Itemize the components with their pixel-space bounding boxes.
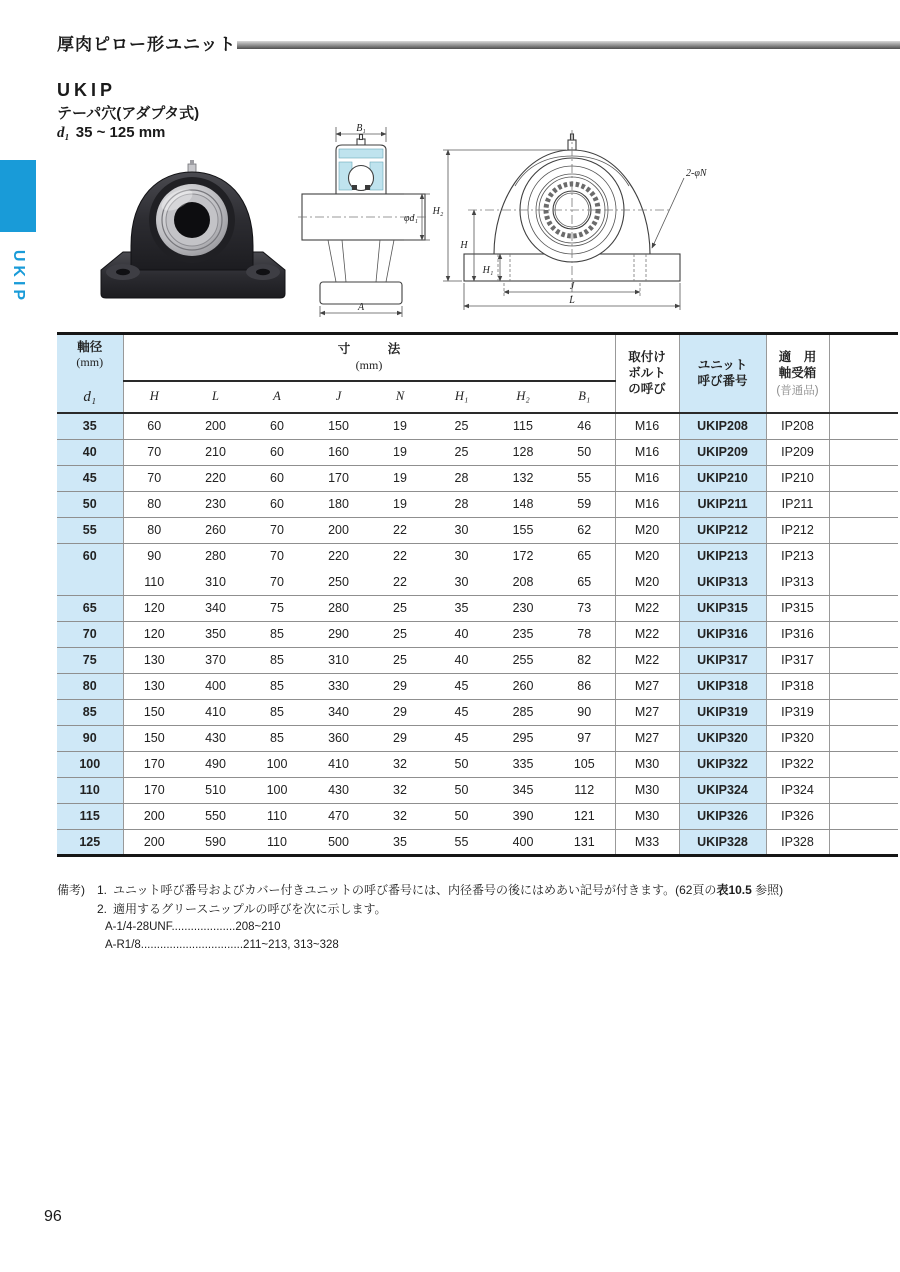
cell-shaft-dia: 90 [57,725,123,751]
cell-dim-B₁: 105 [554,751,615,777]
cell-dim-B₁: 78 [554,621,615,647]
side-section-drawing [296,122,431,320]
cell-dim-B₁: 73 [554,595,615,621]
cell-empty [829,829,898,855]
cell-shaft-dia: 80 [57,673,123,699]
table-row [57,699,898,725]
cell-housing: IP211 [766,491,829,517]
cell-dim-L: 490 [185,751,246,777]
cell-dim-N: 32 [369,803,431,829]
cell-dim-H: 70 [123,465,185,491]
cell-dim-N: 29 [369,699,431,725]
cell-dim-L: 350 [185,621,246,647]
table-row [57,595,898,621]
cell-empty [829,465,898,491]
table-row [57,569,898,595]
cell-shaft-dia: 35 [57,413,123,439]
cell-dim-H: 170 [123,751,185,777]
cell-dim-H₁: 45 [431,725,492,751]
cell-dim-J: 280 [308,595,369,621]
cell-unit-number: UKIP209 [679,439,766,465]
bore-range [57,124,165,142]
cell-dim-H: 130 [123,673,185,699]
cell-dim-H₂: 115 [492,413,554,439]
cell-dim-L: 210 [185,439,246,465]
front-view-drawing [430,126,730,318]
cell-unit-number: UKIP316 [679,621,766,647]
cell-bolt: M20 [615,569,679,595]
dim-letter-0: H [123,381,185,413]
cell-dim-J: 340 [308,699,369,725]
cell-shaft-dia: 65 [57,595,123,621]
cell-dim-B₁: 50 [554,439,615,465]
cell-unit-number: UKIP213 [679,543,766,569]
cell-housing: IP212 [766,517,829,543]
cell-unit-number: UKIP313 [679,569,766,595]
cell-shaft-dia: 55 [57,517,123,543]
cell-unit-number: UKIP212 [679,517,766,543]
note1-text: ユニット呼び番号およびカバー付きユニットの呼び番号には、内径番号の後にはめあい記号が付きます。(62頁の表10.5 参照) [113,883,784,897]
cell-empty [829,777,898,803]
cell-dim-L: 280 [205,549,226,564]
dim-letter-3: J [308,381,369,413]
cell-bolt: M22 [615,595,679,621]
cell-dim-B₁: 65 [577,549,592,564]
cell-dim-A: 70 [246,569,308,595]
cell-dim-B₁: 65 [554,569,615,595]
cell-bolt: M16 [615,491,679,517]
cell-dim-H: 150 [123,699,185,725]
cell-dim-A: 85 [246,621,308,647]
cell-dim-J: 500 [308,829,369,855]
dim-letter-1: L [185,381,246,413]
bore-symbol: d₁ [57,125,70,141]
cell-dim-J: 170 [308,465,369,491]
cell-shaft-dia: 125 [57,829,123,855]
cell-housing: IP209 [766,439,829,465]
cell-dim-H: 80 [123,491,185,517]
cell-empty [829,673,898,699]
cell-unit-number: UKIP210 [679,465,766,491]
cell-bolt: M30 [615,751,679,777]
cell-dim-H₁: 40 [431,621,492,647]
cell-dim-H₂: 230 [492,595,554,621]
cell-dim-H₂: 335 [492,751,554,777]
cell-dim-A: 85 [246,647,308,673]
cell-dim-H: 130 [123,647,185,673]
cell-unit-number: UKIP328 [679,829,766,855]
cell-housing: IP326 [766,803,829,829]
cell-dim-B₁: 82 [554,647,615,673]
bore-range-value: 35 ~ 125 mm [75,124,166,141]
cell-dim-B₁: 131 [554,829,615,855]
cell-dim-L: 590 [185,829,246,855]
cell-dim-H: 110 [123,569,185,595]
cell-dim-N: 22 [369,517,431,543]
cell-dim-H: 80 [123,517,185,543]
cell-dim-H: 170 [123,777,185,803]
cell-dim-H: 200 [123,829,185,855]
cell-unit-number: UKIP318 [679,673,766,699]
dim-h2-label: H₂ [432,206,444,217]
cell-empty [829,803,898,829]
cell-dim-H₁: 28 [431,491,492,517]
cell-dim-H₂: 132 [492,465,554,491]
cell-housing: IP313 [766,569,829,595]
cell-bolt: M27 [615,673,679,699]
cell-empty [829,543,898,569]
cell-shaft-dia: 60 [57,543,123,595]
cell-dim-L: 200 [185,413,246,439]
dim-letter-4: N [369,381,431,413]
cell-dim-B₁: 121 [554,803,615,829]
dim-letter-7: B₁ [554,381,615,413]
dim-h-label: H [460,240,468,251]
cell-shaft-dia: 45 [57,465,123,491]
series-name: UKIP [57,80,117,100]
table-row [57,517,898,543]
product-photo [95,158,290,312]
cell-dim-L: 550 [185,803,246,829]
cell-unit-number: UKIP326 [679,803,766,829]
cell-empty [829,621,898,647]
cell-dim-A: 60 [246,491,308,517]
cell-dim-A: 110 [246,803,308,829]
page-title: 厚肉ピロー形ユニット [57,35,237,54]
dim-h1-label: H₁ [482,265,494,276]
cell-dim-N: 19 [369,491,431,517]
cell-dim-H: 70 [123,439,185,465]
cell-housing: IP318 [766,673,829,699]
col-header-bolt: 取付け ボルト の呼び [615,334,679,414]
cell-bolt: M27 [615,725,679,751]
table-row [57,777,898,803]
cell-unit-number: UKIP322 [679,751,766,777]
cell-dim-L: 430 [185,725,246,751]
cell-housing: IP322 [766,751,829,777]
cell-unit-number: UKIP319 [679,699,766,725]
cell-shaft-dia: 50 [57,491,123,517]
cell-housing: IP320 [766,725,829,751]
cell-bolt: M22 [615,621,679,647]
cell-shaft-dia: 70 [57,621,123,647]
note1-number: 1. [97,883,108,897]
cell-dim-H₂: 208 [492,569,554,595]
table-row [57,465,898,491]
cell-housing: IP317 [766,647,829,673]
cell-dim-H: 90 [147,549,162,564]
title-rule-bar [237,41,900,49]
cell-dim-H: 200 [123,803,185,829]
cell-dim-L: 400 [185,673,246,699]
cell-dim-L: 230 [185,491,246,517]
cell-dim-N: 19 [369,413,431,439]
cell-dim-H₁: 40 [431,647,492,673]
cell-shaft-dia: 110 [57,777,123,803]
cell-dim-H: 150 [123,725,185,751]
dim-n-label: 2-φN [686,168,707,179]
cell-dim-N: 32 [369,777,431,803]
cell-dim-J: 470 [308,803,369,829]
cell-dim-N: 32 [369,751,431,777]
cell-dim-B₁: 97 [554,725,615,751]
cell-dim-A: 85 [246,673,308,699]
cell-dim-B₁: 55 [554,465,615,491]
cell-dim-B₁: 59 [554,491,615,517]
cell-dim-H₁: 50 [431,777,492,803]
cell-housing: IP324 [766,777,829,803]
dim-letter-5: H₁ [431,381,492,413]
cell-bolt: M30 [615,803,679,829]
table-row [57,491,898,517]
cell-dim-B₁: 90 [554,699,615,725]
cell-shaft-dia: 85 [57,699,123,725]
cell-unit-number: UKIP320 [679,725,766,751]
cell-dim-H₁: 50 [431,803,492,829]
cell-unit-number: UKIP317 [679,647,766,673]
cell-bolt: M33 [615,829,679,855]
cell-dim-H₁: 55 [431,829,492,855]
table-row [57,439,898,465]
cell-dim-A: 75 [246,595,308,621]
cell-empty [829,647,898,673]
dim-d1-label: φd₁ [403,213,418,224]
cell-dim-N: 29 [369,673,431,699]
grease-nipple-2: A-R1/8................................211~213, 313~328 [105,939,339,951]
cell-dim-A: 60 [246,465,308,491]
cell-dim-J: 220 [328,549,349,564]
cell-dim-H₂: 295 [492,725,554,751]
cell-empty [829,491,898,517]
cell-dim-A: 100 [246,751,308,777]
cell-housing: IP213 [766,543,829,569]
cell-bolt: M20 [615,517,679,543]
cell-dim-J: 250 [308,569,369,595]
cell-dim-N: 25 [369,621,431,647]
cell-housing: IP319 [766,699,829,725]
cell-empty [829,595,898,621]
cell-empty [829,517,898,543]
cell-dim-H: 120 [123,595,185,621]
cell-dim-H: 120 [123,621,185,647]
dim-l-label: L [569,295,575,306]
cell-empty [829,751,898,777]
cell-bolt: M20 [615,543,679,569]
cell-dim-H₂: 285 [492,699,554,725]
cell-shaft-dia: 100 [57,751,123,777]
cell-unit-number: UKIP211 [679,491,766,517]
table-row [57,803,898,829]
cell-empty [829,569,898,595]
section-tab-label: UKIP [10,249,27,305]
cell-dim-H₁: 45 [431,699,492,725]
table-row [57,621,898,647]
cell-dim-J: 200 [308,517,369,543]
cell-dim-H₂: 155 [492,517,554,543]
cell-unit-number: UKIP315 [679,595,766,621]
table-row [57,413,898,439]
cell-dim-B₁: 112 [554,777,615,803]
cell-dim-H₂: 255 [492,647,554,673]
cell-dim-A: 110 [246,829,308,855]
cell-dim-B₁: 46 [554,413,615,439]
cell-dim-H₁: 30 [431,517,492,543]
cell-dim-H₁: 35 [431,595,492,621]
cell-dim-A: 100 [246,777,308,803]
col-header-unit-number: ユニット 呼び番号 [679,334,766,414]
cell-dim-A: 85 [246,725,308,751]
dim-letter-2: A [246,381,308,413]
cell-bolt: M16 [615,439,679,465]
dim-j-label: J [569,281,575,292]
cell-dim-A: 60 [246,413,308,439]
cell-dim-L: 310 [185,569,246,595]
cell-dim-J: 430 [308,777,369,803]
dim-b1-label: B₁ [356,123,366,134]
cell-shaft-dia: 40 [57,439,123,465]
series-subtitle: テーパ穴(アダプタ式) [57,105,200,122]
notes-block [57,881,877,954]
cell-empty [829,699,898,725]
cell-housing: IP208 [766,413,829,439]
cell-dim-H₂: 260 [492,673,554,699]
cell-bolt: M16 [615,465,679,491]
table-row [57,829,898,855]
cell-dim-H: 60 [123,413,185,439]
cell-empty [829,439,898,465]
cell-dim-L: 370 [185,647,246,673]
cell-dim-N: 22 [393,549,407,564]
cell-unit-number: UKIP324 [679,777,766,803]
cell-dim-H₂: 390 [492,803,554,829]
cell-dim-N: 19 [369,439,431,465]
cell-dim-L: 340 [185,595,246,621]
notes-label: 備考) [57,883,85,897]
cell-unit-number: UKIP208 [679,413,766,439]
cell-dim-H₂: 148 [492,491,554,517]
grease-nipple-1: A-1/4-28UNF....................208~210 [105,921,281,933]
table-row [57,647,898,673]
cell-dim-N: 25 [369,647,431,673]
cell-dim-H₁: 30 [431,569,492,595]
table-row [57,751,898,777]
cell-dim-H₂: 172 [512,549,534,564]
cell-dim-N: 19 [369,465,431,491]
cell-dim-H₂: 400 [492,829,554,855]
cell-dim-A: 70 [270,549,284,564]
cell-dim-J: 410 [308,751,369,777]
col-header-dimensions: 寸 法 (mm) [123,334,615,381]
cell-dim-H₂: 235 [492,621,554,647]
cell-dim-J: 180 [308,491,369,517]
cell-dim-J: 330 [308,673,369,699]
cell-dim-L: 410 [185,699,246,725]
cell-dim-B₁: 86 [554,673,615,699]
cell-housing: IP210 [766,465,829,491]
cell-dim-H₁: 25 [431,413,492,439]
cell-dim-N: 35 [369,829,431,855]
cell-dim-H₁: 50 [431,751,492,777]
cell-dim-L: 260 [185,517,246,543]
cell-dim-L: 220 [185,465,246,491]
cell-dim-J: 150 [308,413,369,439]
cell-bolt: M30 [615,777,679,803]
cell-empty [829,413,898,439]
note2-text: 適用するグリースニップルの呼びを次に示します。 [113,901,387,916]
cell-dim-H₁: 30 [454,549,469,564]
table-row [57,543,898,569]
table-row [57,673,898,699]
cell-dim-J: 290 [308,621,369,647]
col-header-housing: 適 用 軸受箱 (普通品) [766,334,829,414]
col-header-empty [829,334,898,414]
cell-dim-H₁: 25 [431,439,492,465]
cell-shaft-dia: 115 [57,803,123,829]
cell-dim-N: 22 [369,569,431,595]
cell-dim-H₁: 45 [431,673,492,699]
note2-number: 2. [97,901,108,916]
dim-a-label: A [357,302,365,313]
cell-dim-H₁: 28 [431,465,492,491]
cell-dim-J: 310 [308,647,369,673]
cell-housing: IP328 [766,829,829,855]
cell-dim-A: 60 [246,439,308,465]
cell-shaft-dia: 75 [57,647,123,673]
cell-dim-H₂: 345 [492,777,554,803]
cell-dim-A: 85 [246,699,308,725]
cell-dim-L: 510 [185,777,246,803]
cell-dim-A: 70 [246,517,308,543]
cell-dim-H₂: 128 [492,439,554,465]
col-header-shaft-dia: 軸径 (mm) d₁ [57,334,123,414]
cell-dim-J: 360 [308,725,369,751]
cell-dim-B₁: 62 [554,517,615,543]
page-number: 96 [44,1208,62,1225]
cell-housing: IP315 [766,595,829,621]
section-tab [0,160,36,232]
cell-empty [829,725,898,751]
cell-bolt: M16 [615,413,679,439]
cell-dim-N: 29 [369,725,431,751]
dim-letter-6: H₂ [492,381,554,413]
cell-dim-N: 25 [369,595,431,621]
spec-table [57,332,898,857]
cell-bolt: M27 [615,699,679,725]
table-row [57,725,898,751]
cell-bolt: M22 [615,647,679,673]
cell-housing: IP316 [766,621,829,647]
cell-dim-J: 160 [308,439,369,465]
